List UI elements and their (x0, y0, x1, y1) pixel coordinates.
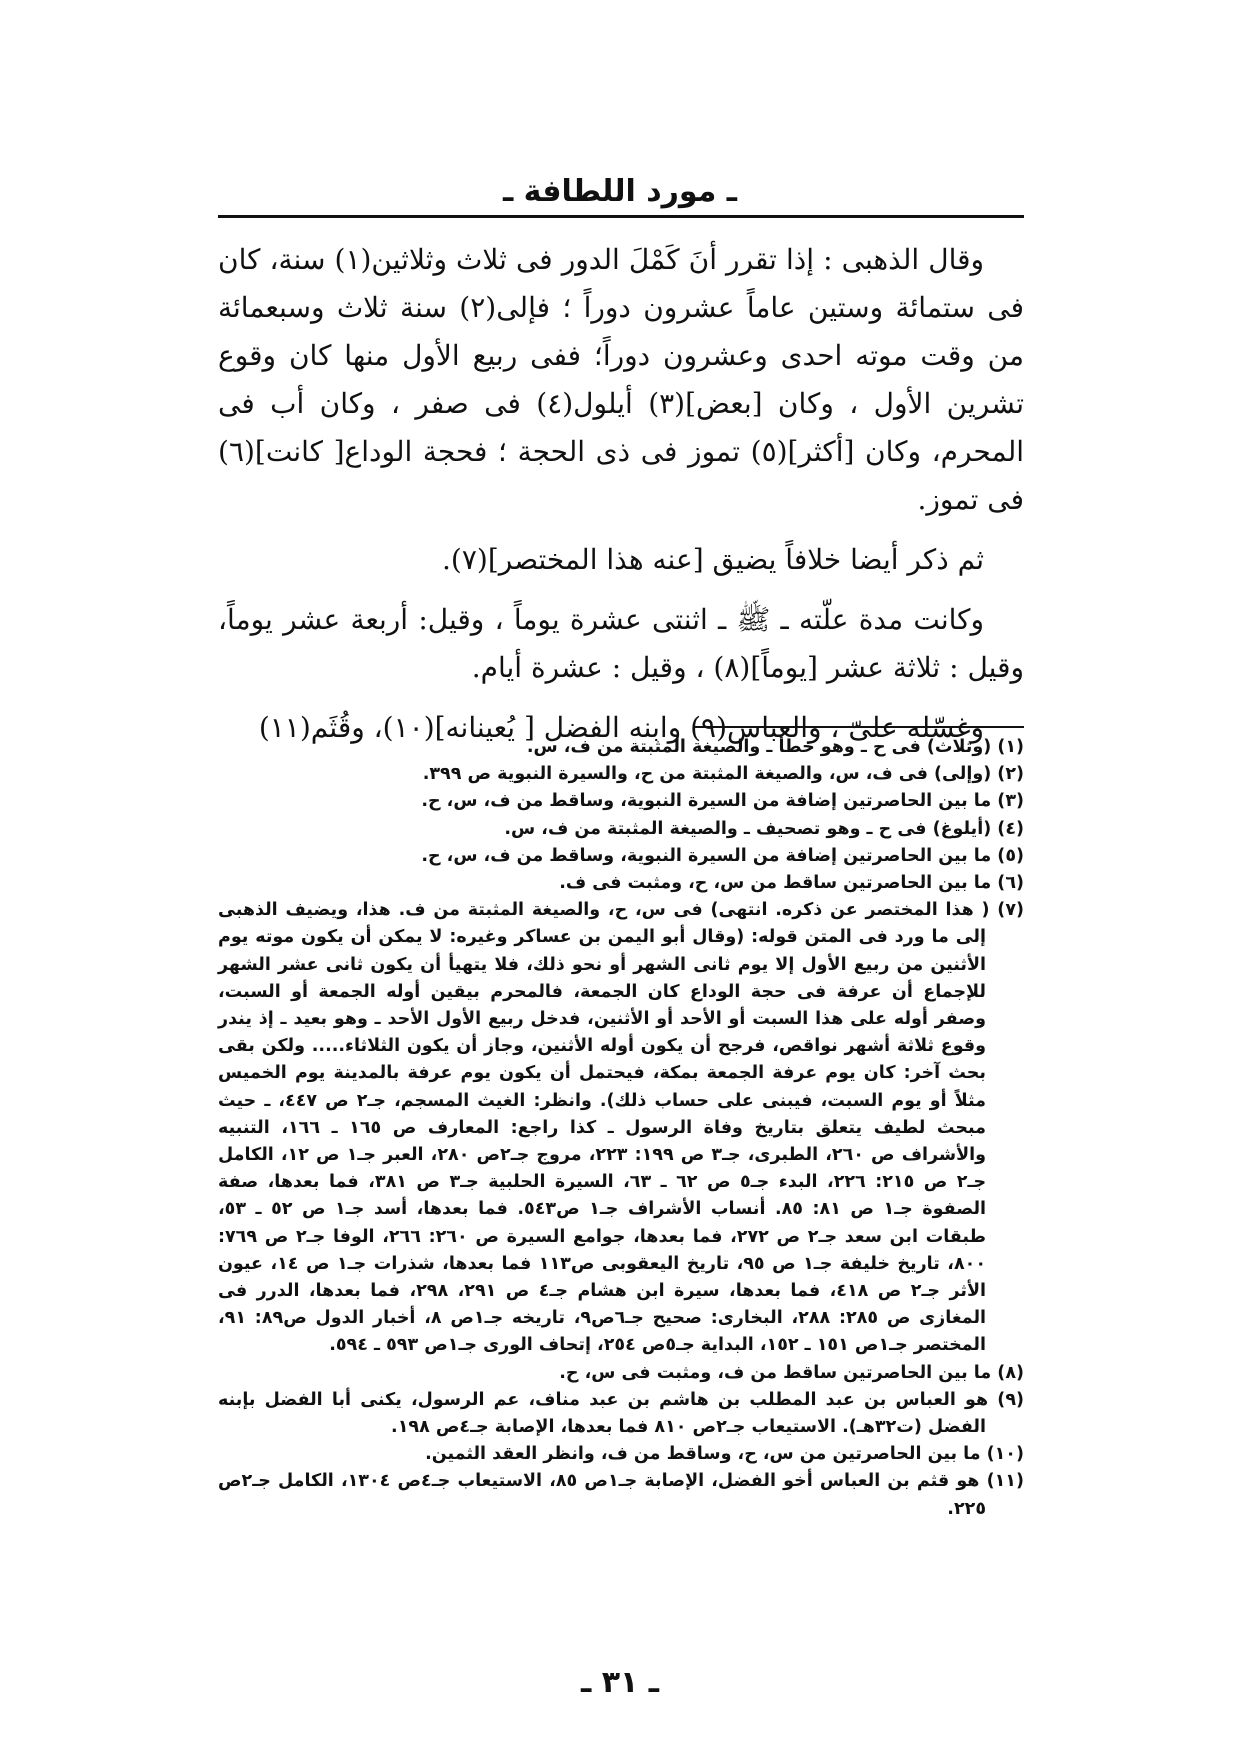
footnote-9: (٩) هو العباس بن عبد المطلب بن هاشم بن عبد مناف، عم الرسول، يكنى أبا الفضل بإبنه الفضل (ت٣٢هـ). الاستيعاب جـ٢ص ٨١٠ فما بعدها، الإصابة جـ٤ص ١٩٨. (218, 1389, 1024, 1438)
body-paragraph: ثم ذكر أيضا خلافاً يضيق [عنه هذا المختصر](٧). (442, 543, 984, 576)
footnote-10: (١٠) ما بين الحاصرتين من س، ح، وساقط من ف، وانظر العقد الثمين. (425, 1444, 1024, 1465)
footnote-6: (٦) ما بين الحاصرتين ساقط من س، ح، ومثبت فى ف. (559, 873, 1024, 894)
footnote-3: (٣) ما بين الحاصرتين إضافة من السيرة النبوية، وساقط من ف، س، ح. (421, 791, 1024, 812)
footnote-8: (٨) ما بين الحاصرتين ساقط من ف، ومثبت فى س، ح. (559, 1362, 1024, 1383)
body-paragraph: وكانت مدة علّته ـ ﷺ ـ اثنتى عشرة يوماً ، وقيل: أربعة عشر يوماً، وقيل : ثلاثة عشر [يوماً](٨) ، وقيل : عشرة أيام. (218, 603, 1024, 684)
header-rule (218, 215, 1024, 218)
page-number: ـ ٣١ ـ (580, 1665, 660, 1700)
body-paragraph: وغسّله علىّ ، والعباس(٩) وابنه الفضل [ يُعينانه](١٠)، وقُثَم(١١) (258, 711, 984, 744)
footnotes (218, 734, 1024, 1523)
body-paragraph: وقال الذهبى : إذا تقرر أنَ كَمْلَ الدور فى ثلاث وثلاثين(١) سنة، كان فى ستمائة وستين عاماً عشرون دوراً ؛ فإلى(٢) سنة ثلاث وسبعمائة من وقت موته احدى وعشرون دوراً؛ ففى ربيع الأول منها كان وقوع تشرين الأول ، وكان [بعض](٣) أيلول(٤) فى صفر ، وكان أب فى المحرم، وكان [أكثر](٥) تموز فى ذى الحجة ؛ فحجة الوداع[ كانت](٦) فى تموز. (218, 243, 1025, 516)
footnote-4: (٤) (أيلوغ) فى ح ـ وهو تصحيف ـ والصيغة المثبتة من ف، س. (504, 818, 1024, 839)
footnote-list (218, 734, 1024, 1523)
footnote-5: (٥) ما بين الحاصرتين إضافة من السيرة النبوية، وساقط من ف، س، ح. (421, 845, 1024, 866)
footnote-1: (١) (وثلاث) فى ح ـ وهو خطأ ـ والصيغة المثبتة من ف، س. (526, 737, 1024, 757)
footnote-7: (٧) ( هذا المختصر عن ذكره. انتهى) فى س، ح، والصيغة المثبتة من ف. هذا، ويضيف الذهبى إلى ما ورد فى المتن قوله: (وقال أبو اليمن بن عساكر وغيره: لا يمكن أن يكون موته يوم الأثنين من ربيع الأول إلا يوم ثانى الشهر أو نحو ذلك، فلا يتهيأ أن يكون ثانى عشر الشهر للإجماع أن عرفة فى حجة الوداع كان الجمعة، فالمحرم بيقين أوله الجمعة أو السبت، وصفر أوله على هذا السبت أو الأحد أو الأثنين، فدخل ربيع الأول الأحد ـ وهو بعيد ـ إذ يندر وقوع ثلاثة أشهر نواقص، فرجح أن يكون أوله الأثنين، وجاز أن يكون الثلاثاء..... ولكن بقى بحث آخر: كان يوم عرفة الجمعة بمكة، فيحتمل أن يكون يوم عرفة بالمدينة يوم الخميس مثلاً أو يوم السبت، فيبنى على حساب ذلك). وانظر: الغيث المسجم، جـ٢ ص ٤٤٧، ـ حيث مبحث لطيف يتعلق بتاريخ وفاة الرسول ـ كذا راجع: المعارف ص ١٦٥ ـ ١٦٦، التنبيه والأشراف ص ٢٦٠، الطبرى، جـ٣ ص ١٩٩: ٢٢٣، مروج جـ٢ص ٢٨٠، العبر جـ١ ص ١٢، الكامل جـ٢ ص ٢١٥: ٢٢٦، البدء جـ٥ ص ٦٢ ـ ٦٣، السيرة الحلبية جـ٣ ص ٣٨١، فما بعدها، صفة الصفوة جـ١ ص ٨١: ٨٥. أنساب الأشراف جـ١ ص٥٤٣. فما بعدها، أسد جـ١ ص ٥٢ ـ ٥٣، طبقات ابن سعد جـ٢ ص ٢٧٢، فما بعدها، جوامع السيرة ص ٢٦٠: ٢٦٦، الوفا جـ٢ ص ٧٦٩: ٨٠٠، تاريخ خليفة جـ١ ص ٩٥، تاريخ اليعقوبى ص١١٣ فما بعدها، شذرات جـ١ ص ١٤، عيون الأثر جـ٢ ص ٤١٨، فما بعدها، سيرة ابن هشام جـ٤ ص ٢٩١، ٢٩٨، فما بعدها، الدرر فى المغازى ص ٢٨٥: ٢٨٨، البخارى: صحيح جـ٦ص٩، تاريخه جـ١ص ٨، أخبار الدول ص٨٩: ٩١، المختصر جـ١ص ١٥١ ـ ١٥٢، البداية جـ٥ص ٢٥٤، إتحاف الورى جـ١ص ٥٩٣ ـ ٥٩٤. (218, 900, 1024, 1356)
running-title: ـ مورد اللطافة ـ (502, 174, 737, 209)
footnote-11: (١١) هو قثم بن العباس أخو الفضل، الإصابة جـ١ص ٨٥، الاستيعاب جـ٤ص ١٣٠٤، الكامل جـ٢ص ٢٢٥. (218, 1471, 1024, 1519)
footnote-2: (٢) (وإلى) فى ف، س، والصيغة المثبتة من ح، والسيرة النبوية ص ٣٩٩. (422, 764, 1024, 785)
footnote-rule (694, 726, 1024, 728)
main-text (218, 236, 1024, 764)
